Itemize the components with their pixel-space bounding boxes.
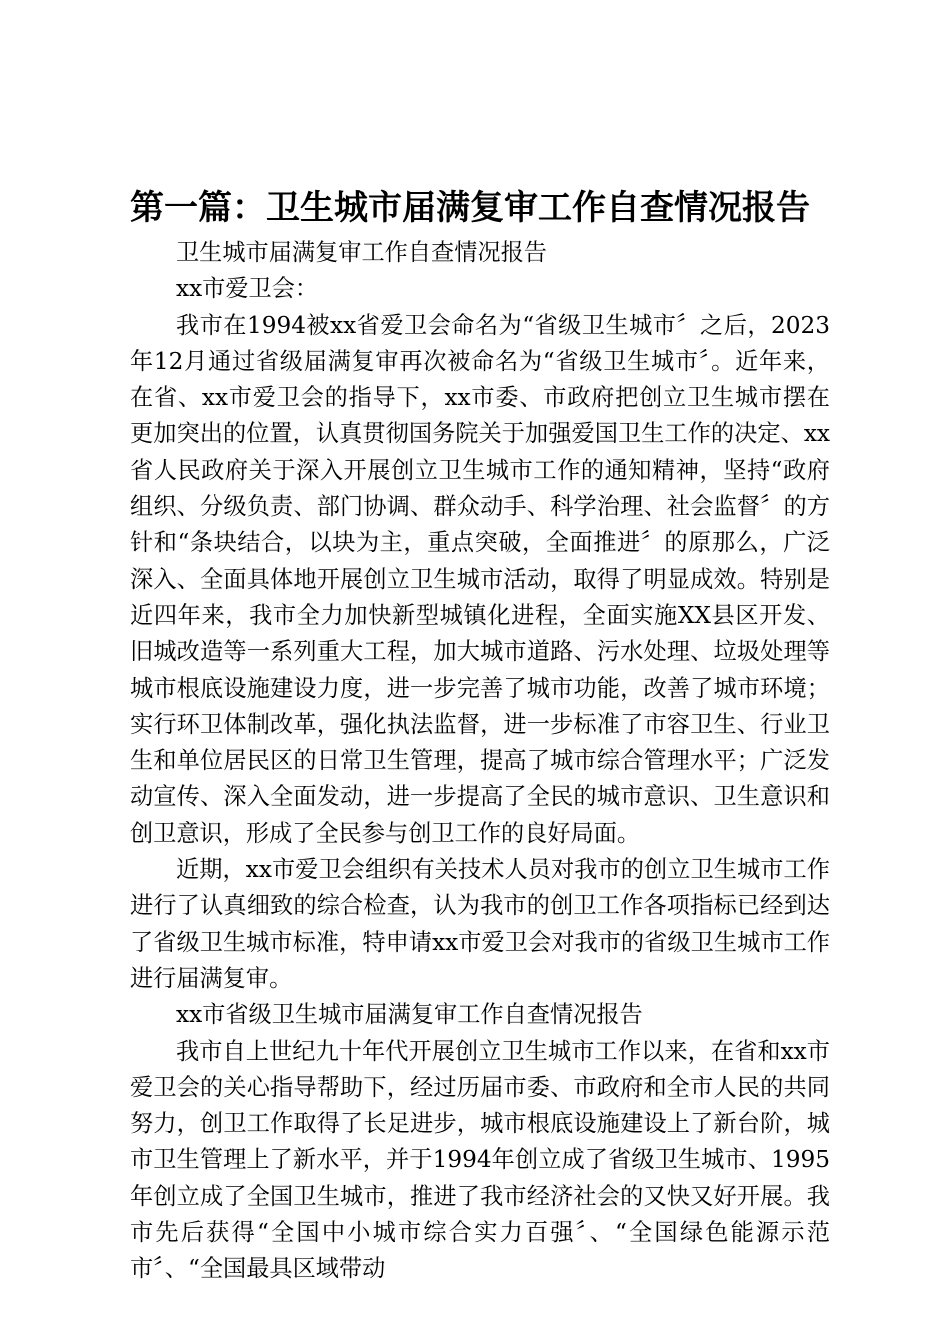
paragraph-salutation: xx市爱卫会： — [176, 275, 319, 303]
document-body — [130, 235, 830, 1288]
paragraph-intro: 我市在1994被xx省爱卫会命名为“省级卫生城市〞之后，2023年12月通过省级届满复审再次被命名为“省级卫生城市〞。近年来，在省、xx市爱卫会的指导下，xx市委、市政府把创立卫生城市摆在更加突出的位置，认真贯彻国务院关于加强爱国卫生工作的决定、xx省人民政府关于深入开展创立卫生城市工作的通知精神，坚持“政府组织、分级负责、部门协调、群众动手、科学治理、社会监督〞的方针和“条块结合，以块为主，重点突破，全面推进〞的原那么，广泛深入、全面具体地开展创立卫生城市活动，取得了明显成效。特别是近四年来，我市全力加快新型城镇化进程，全面实施XX县区开发、旧城改造等一系列重大工程，加大城市道路、污水处理、垃圾处理等城市根底设施建设力度，进一步完善了城市功能，改善了城市环境；实行环卫体制改革，强化执法监督，进一步标准了市容卫生、行业卫生和单位居民区的日常卫生管理，提高了城市综合管理水平；广泛发动宣传、深入全面发动，进一步提高了全民的城市意识、卫生意识和创卫意识，形成了全民参与创卫工作的良好局面。 — [130, 311, 830, 847]
paragraph-subtitle: 卫生城市届满复审工作自查情况报告 — [176, 239, 547, 266]
paragraph-section-heading: xx市省级卫生城市届满复审工作自查情况报告 — [176, 1001, 643, 1029]
document-title: 第一篇：卫生城市届满复审工作自查情况报告 — [130, 188, 810, 228]
paragraph-request: 近期，xx市爱卫会组织有关技术人员对我市的创立卫生城市工作进行了认真细致的综合检查，认为我市的创卫工作各项指标已经到达了省级卫生城市标准，特申请xx市爱卫会对我市的省级卫生城市工作进行届满复审。 — [130, 856, 830, 992]
paragraph-history: 我市自上世纪九十年代开展创立卫生城市工作以来，在省和xx市爱卫会的关心指导帮助下，经过历届市委、市政府和全市人民的共同努力，创卫工作取得了长足进步，城市根底设施建设上了新台阶，城市卫生管理上了新水平，并于1994年创立成了省级卫生城市、1995年创立成了全国卫生城市，推进了我市经济社会的又快又好开展。我市先后获得“全国中小城市综合实力百强〞、“全国绿色能源示范市〞、“全国最具区域带动 — [130, 1037, 830, 1283]
